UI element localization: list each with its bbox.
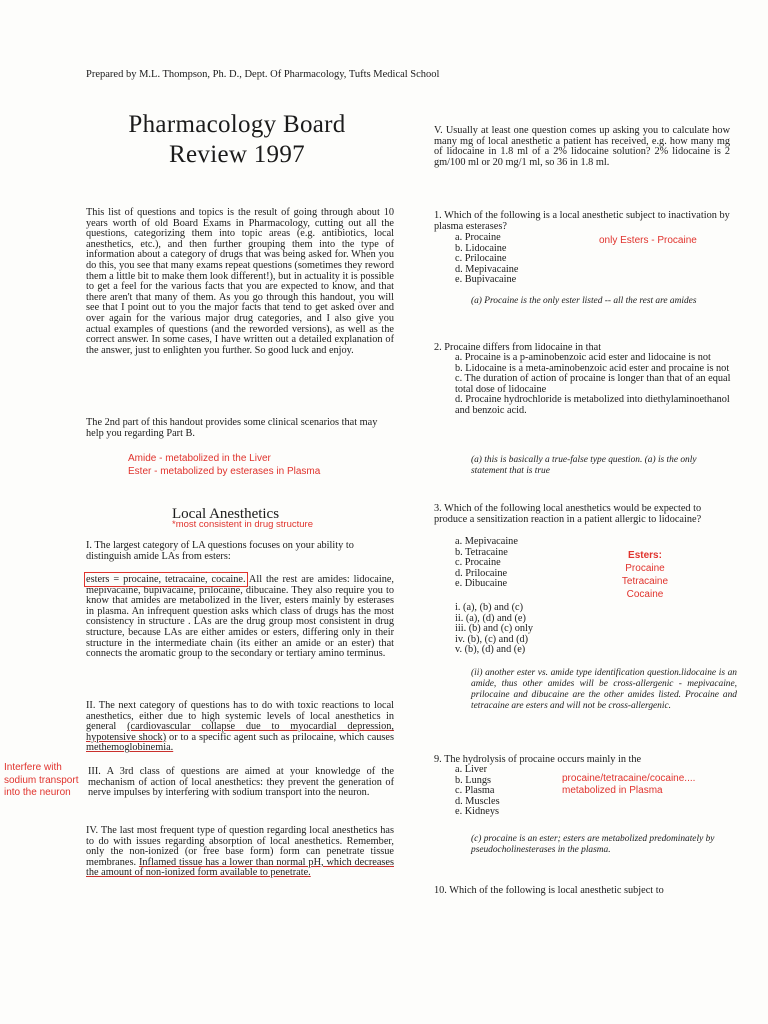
q3-choice: ii. (a), (d) and (e) <box>455 612 526 624</box>
section-5-body: V. Usually at least one question comes up asking you to calculate how many mg of local anesthetic a patient has received, e.g. how many mg of lidocaine in 1.8 ml of a 2% lidocaine solution? 2% lidocaine is 2 gm/100 ml or 20 mg/1 ml, so 36 in 1.8 ml. <box>434 125 730 168</box>
q2-option: b. Lidocaine is a meta-aminobenzoic acid ester and procaine is not <box>455 362 730 374</box>
q1-stem: 1. Which of the following is a local anesthetic subject to inactivation by plasma esterases? <box>434 210 730 232</box>
page-title <box>82 110 392 170</box>
section-4-underline: Inflamed tissue has a lower than normal pH, which decreases the amount of non-ionized form available to penetrate. <box>86 856 394 879</box>
note-esters-list <box>600 549 690 601</box>
section-2-a: II. The next category of questions has to do with toxic reactions to local anesthetics, either due to high systemic levels of local anesthetics in general <box>86 700 394 733</box>
section-1-lead: I. The largest category of LA questions focuses on your ability to distinguish amide LAs from esters: <box>86 540 354 562</box>
note-amide: Amide - metabolized in the Liver <box>128 453 271 464</box>
q3-option: e. Dibucaine <box>455 578 508 589</box>
q9-option: b. Lungs <box>455 774 492 786</box>
q2-stem: 2. Procaine differs from lidocaine in that <box>434 342 602 353</box>
q1-option: c. Prilocaine <box>455 253 507 264</box>
q9-option: d. Muscles <box>455 795 500 807</box>
esters-heading: Esters: <box>628 550 662 561</box>
q3-option: d. Prilocaine <box>455 567 508 579</box>
section-3-body: III. A 3rd class of questions are aimed at your knowledge of the mechanism of action of local anesthetics: they prevent the generation of nerve impulses by interfering with sodium transport into the neuron. <box>88 766 394 799</box>
q3-choices <box>455 603 605 656</box>
q1-option: b. Lidocaine <box>455 242 507 254</box>
section-4-body <box>86 826 394 879</box>
esters-item: Cocaine <box>626 589 664 600</box>
q9-options <box>455 765 575 818</box>
q1-option: e. Bupivacaine <box>455 274 517 285</box>
q3-option: c. Procaine <box>455 557 501 568</box>
q9-option: e. Kidneys <box>455 806 500 817</box>
q9-stem: 9. The hydrolysis of procaine occurs mainly in the <box>434 754 642 765</box>
q3-option: a. Mepivacaine <box>455 536 518 547</box>
section-1-body <box>86 575 394 660</box>
note-plasma: procaine/tetracaine/cocaine.... metabolized in Plasma <box>562 773 696 796</box>
q2-answer: (a) this is basically a true-false type question. (a) is the only statement that is true <box>471 455 697 476</box>
q2-option: a. Procaine is a p-aminobenzoic acid ester and lidocaine is not <box>455 352 711 363</box>
note-most-consistent: *most consistent in drug structure <box>172 519 313 530</box>
esters-box: esters = procaine, tetracaine, cocaine. <box>86 574 246 585</box>
q3-option: b. Tetracaine <box>455 546 508 558</box>
q1-options <box>455 233 605 286</box>
q3-options <box>455 537 605 590</box>
q9-option: c. Plasma <box>455 785 495 796</box>
q3-choice: iii. (b) and (c) only <box>455 623 534 634</box>
q9-option: a. Liver <box>455 764 488 775</box>
q3-choice: v. (b), (d) and (e) <box>455 644 526 655</box>
q1-answer: (a) Procaine is the only ester listed -- all the rest are amides <box>471 296 697 306</box>
section-2-body <box>86 701 394 754</box>
section-2-b: or to a specific agent such as prilocaine, which causes <box>166 731 394 743</box>
q1-option: d. Mepivacaine <box>455 263 519 275</box>
section-4-a: IV. The last most frequent type of question regarding local anesthetics has to do with issues regarding absorption of local anesthetics. Remember, only the non-ionized (or free base form) form can penetrate tissue membranes. <box>86 825 394 868</box>
q2-options <box>455 353 740 416</box>
q1-option: a. Procaine <box>455 232 501 243</box>
q3-choice: i. (a), (b) and (c) <box>455 602 524 613</box>
q10-stem: 10. Which of the following is local anesthetic subject to <box>434 885 664 896</box>
section-2-underline-2: methemoglobinemia. <box>86 742 174 754</box>
esters-item: Tetracaine <box>621 576 669 587</box>
note-interfere: Interfere with sodium transport into the neuron <box>4 762 79 798</box>
section-2-underline-1: (cardiovascular collapse due to myocardial depression, hypotensive shock) <box>86 721 395 743</box>
q3-choice: iv. (b), (c) and (d) <box>455 633 529 645</box>
q2-option: c. The duration of action of procaine is longer than that of an equal total dose of lidocaine <box>455 373 731 395</box>
note-only-esters: only Esters - Procaine <box>599 235 697 246</box>
local-anesthetics-heading: Local Anesthetics <box>172 506 280 522</box>
q2-option: d. Procaine hydrochloride is metabolized into diethylaminoethanol and benzoic acid. <box>455 394 730 416</box>
q9-answer: (c) procaine is an ester; esters are metabolized predominately by pseudocholinesterases in the plasma. <box>471 834 715 855</box>
intro-paragraph-1: This list of questions and topics is the result of going through about 10 years worth of old Board Exams in Pharmacology, cutting out all the questions, categorizing them into topic areas (e.g. antibiotics, local anesthetics, etc.), and then further grouping them into the type of information about a category of drugs that was being asked for. When you do this, you see that many exams repeat questions (sometimes they reword them a little bit to make them look different!), but in actuality it is possible to get a feel for the various facts that you are expected to know, and that there aren't that many of them. As you go through this handout, you will see that I point out to you the major facts that tend to get asked over and over again for the various major drug categories, and I also give you actual examples of questions (and the reworded versions), as well as the correct answer. In some cases, I have written out a detailed explanation of the answer, just to enlighten you further. So good luck and enjoy. <box>86 207 394 356</box>
q3-answer: (ii) another ester vs. amide type identification question.lidocaine is an amide, thus other amides will be cross-allergenic - mepivacaine, prilocaine and dibucaine are the other amides listed. Procaine and tetracaine are esters and will not be cross-allergenic. <box>471 668 737 711</box>
prepared-by-line: Prepared by M.L. Thompson, Ph. D., Dept. Of Pharmacology, Tufts Medical School <box>86 69 440 80</box>
intro-paragraph-2: The 2nd part of this handout provides some clinical scenarios that may help you regarding Part B. <box>86 417 378 439</box>
title-line-1: Pharmacology Board <box>128 111 346 138</box>
esters-item: Procaine <box>625 563 665 574</box>
title-line-2: Review 1997 <box>169 141 305 168</box>
note-ester: Ester - metabolized by esterases in Plasma <box>128 466 321 477</box>
q3-stem: 3. Which of the following local anesthetics would be expected to produce a sensitization reaction in a patient allergic to lidocaine? <box>434 503 702 525</box>
section-1-rest: All the rest are amides: lidocaine, mepivacaine, bupivacaine, prilocaine, dibucaine. They also require you to know that amides are metabolized in the liver, esters mainly by esterases in plasma. An infrequent question asks which class of drugs has the most consistency in structure . LAs are the drug group most consistent in drug structure, because LAs are either amides or esters, differing only in their structure in the intermediate chain (its either an amide or an ester) that connects the aromatic group to the secondary or tertiary amino terminus. <box>86 574 394 660</box>
